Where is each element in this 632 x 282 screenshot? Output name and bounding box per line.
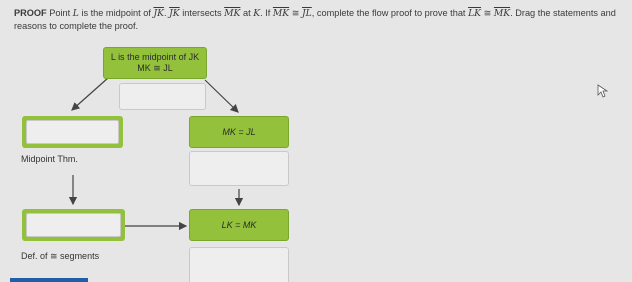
segment-mk: $\overline{MK}$: [224, 8, 241, 19]
segment-jl: $\overline{JL}$: [301, 8, 312, 19]
reason-def-congruent-segments: Def. of ≅ segments: [21, 251, 100, 261]
statement-drop-slot-bottom-left[interactable]: [22, 209, 125, 241]
prompt-text: . If: [260, 8, 271, 18]
prompt-text: . Drag the statements and reasons to complete the proof.: [14, 8, 616, 31]
point-k: K: [253, 8, 261, 19]
prompt-text: Point: [49, 8, 71, 18]
proof-heading: PROOF: [14, 8, 47, 18]
given-line-2: MK ≅ JL: [137, 63, 173, 73]
given-box: [103, 47, 207, 79]
segment-jk: $\overline{JK}$: [169, 8, 180, 19]
arrow-given-to-right: [205, 80, 238, 112]
prompt-text: is the midpoint of: [81, 8, 151, 18]
arrow-given-to-left: [72, 78, 108, 110]
prompt-text: at: [242, 8, 251, 18]
drop-area[interactable]: [26, 120, 119, 144]
statement-lk-equals-mk: [189, 209, 289, 241]
reason-drop-slot-right[interactable]: [189, 151, 289, 186]
prompt-text: intersects: [182, 8, 222, 18]
reason-midpoint-thm: Midpoint Thm.: [21, 154, 78, 164]
segment-jk: $\overline{JK}$: [153, 8, 164, 19]
segment-mk: $\overline{MK}$: [272, 8, 290, 19]
segment-lk: $\overline{LK}$: [468, 8, 482, 19]
statement-text: MK = JL: [222, 127, 256, 137]
statement-text: LK = MK: [221, 220, 257, 230]
prompt-text: , complete the flow proof to prove that: [311, 8, 466, 18]
statement-drop-slot[interactable]: [119, 83, 206, 110]
point-l: L: [72, 8, 79, 19]
reason-drop-slot-bottom[interactable]: [189, 247, 289, 282]
prompt-text: .: [164, 8, 167, 18]
drop-area[interactable]: [26, 213, 121, 237]
given-line-1: L is the midpoint of JK: [110, 52, 200, 62]
congruent-symbol: ≅: [291, 8, 300, 18]
bottom-accent-bar: [10, 278, 88, 282]
congruent-symbol: ≅: [483, 8, 492, 18]
statement-drop-slot-left[interactable]: [22, 116, 123, 148]
mouse-cursor-icon: [597, 84, 609, 98]
segment-mk: $\overline{MK}$: [493, 8, 511, 19]
statement-mk-equals-jl: [189, 116, 289, 148]
